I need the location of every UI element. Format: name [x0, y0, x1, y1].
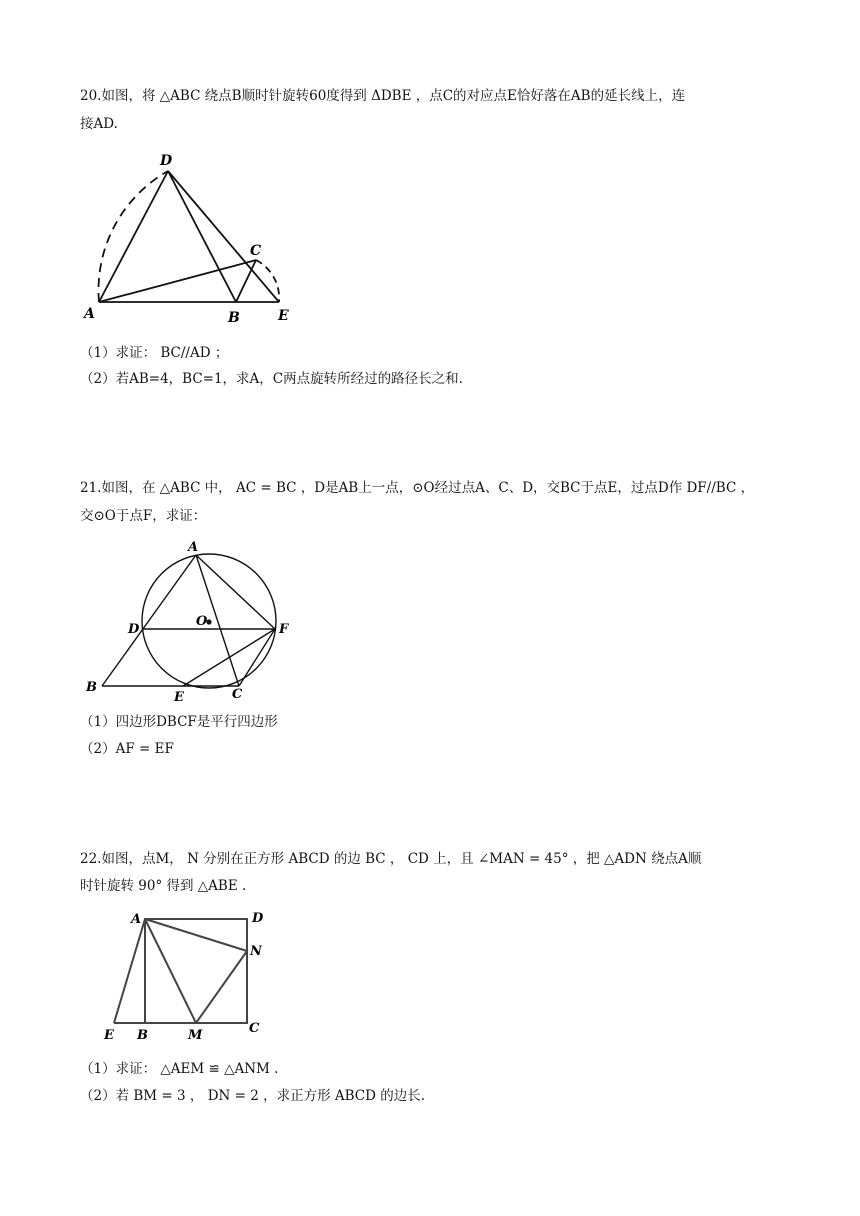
q21-text-line1: 21.如图，在 △ABC 中， AC = BC ，D是AB上一点，⊙O经过点A、C、D，交BC于点E，过点D作 DF//BC ， — [80, 480, 755, 496]
q21-label-o: O — [196, 614, 208, 629]
q22-label-c: C — [249, 1021, 260, 1036]
q20-text-line1: 20.如图，将 △ABC 绕点B顺时针旋转60度得到 ΔDBE ，点C的对应点E恰好落在AB的延长线上，连 — [80, 88, 686, 104]
q22-part1: （1）求证： △AEM ≌ △ANM . — [80, 1061, 279, 1077]
q21-figure — [82, 536, 297, 706]
q20-part2: （2）若AB=4，BC=1，求A，C两点旋转所经过的路径长之和. — [80, 371, 463, 387]
q20-figure — [78, 148, 308, 328]
q22-label-d: D — [252, 911, 264, 926]
q21-part1: （1）四边形DBCF是平行四边形 — [80, 714, 278, 730]
q20-label-e: E — [278, 308, 289, 324]
q21-label-a: A — [188, 540, 199, 555]
q22-label-e: E — [104, 1028, 114, 1043]
q21-label-e: E — [174, 690, 184, 705]
q21-label-f: F — [279, 622, 289, 637]
q21-label-d: D — [128, 622, 140, 637]
q20-label-a: A — [84, 306, 95, 322]
q20-label-b: B — [228, 310, 240, 326]
q22-label-n: N — [250, 944, 262, 959]
q22-figure — [98, 904, 273, 1044]
q20-text-line2: 接AD. — [80, 116, 118, 132]
q22-label-a: A — [131, 912, 142, 927]
q22-text-line1: 22.如图，点M， N 分别在正方形 ABCD 的边 BC ， CD 上，且 ∠MAN = 45° ，把 △ADN 绕点A顺 — [80, 851, 702, 867]
q20-part1: （1）求证： BC//AD ； — [80, 345, 229, 361]
q22-part2: （2）若 BM = 3 ， DN = 2 ，求正方形 ABCD 的边长. — [80, 1088, 426, 1104]
q21-label-c: C — [232, 687, 243, 702]
q22-label-m: M — [188, 1028, 203, 1043]
q22-label-b: B — [137, 1028, 148, 1043]
q20-label-c: C — [250, 243, 262, 259]
q22-text-line2: 时针旋转 90° 得到 △ABE . — [80, 878, 247, 894]
q21-part2: （2）AF = EF — [80, 741, 174, 757]
q20-label-d: D — [160, 153, 173, 169]
q21-text-line2: 交⊙O于点F，求证： — [80, 508, 207, 524]
q21-label-b: B — [86, 680, 97, 695]
